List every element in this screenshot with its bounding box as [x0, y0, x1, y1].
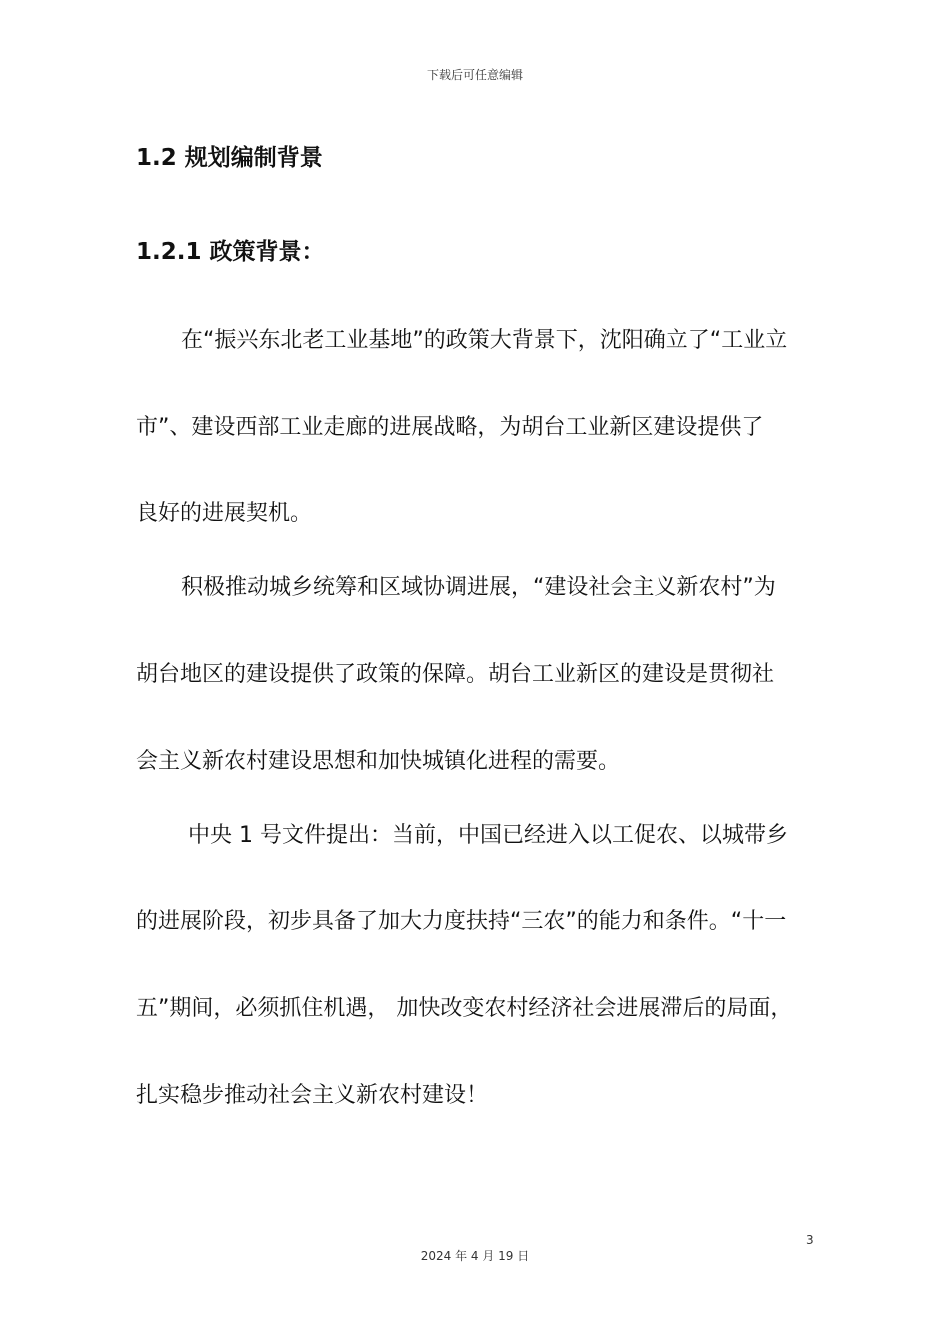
- paragraph-1-line-2: 市”、建设西部工业走廊的进展战略，为胡台工业新区建设提供了: [136, 415, 764, 440]
- paragraph-2-line-2: 胡台地区的建设提供了政策的保障。胡台工业新区的建设是贯彻社: [136, 662, 775, 687]
- paragraph-3-line-2: 的进展阶段，初步具备了加大力度扶持“三农”的能力和条件。“十一: [136, 909, 787, 934]
- paragraph-1-line-1: 在“振兴东北老工业基地”的政策大背景下，沈阳确立了“工业立: [181, 328, 788, 353]
- paragraph-3-line-1: 中央 1 号文件提出：当前，中国已经进入以工促农、以城带乡: [188, 823, 788, 848]
- paragraph-3-line-4: 扎实稳步推动社会主义新农村建设！: [136, 1083, 489, 1108]
- paragraph-1-line-3: 良好的进展契机。: [136, 501, 313, 526]
- section-heading: 1.2 规划编制背景: [136, 145, 323, 171]
- paragraph-2-line-1: 积极推动城乡统筹和区域协调进展，“建设社会主义新农村”为: [181, 575, 776, 600]
- paragraph-2-line-3: 会主义新农村建设思想和加快城镇化进程的需要。: [136, 749, 621, 774]
- paragraph-3-line-3: 五”期间，必须抓住机遇， 加快改变农村经济社会进展滞后的局面，: [136, 996, 793, 1021]
- page-number: 3: [806, 1233, 814, 1247]
- page-header: 下载后可任意编辑: [426, 68, 523, 82]
- subsection-heading: 1.2.1 政策背景：: [136, 239, 325, 265]
- page-footer-date: 2024 年 4 月 19 日: [420, 1249, 530, 1263]
